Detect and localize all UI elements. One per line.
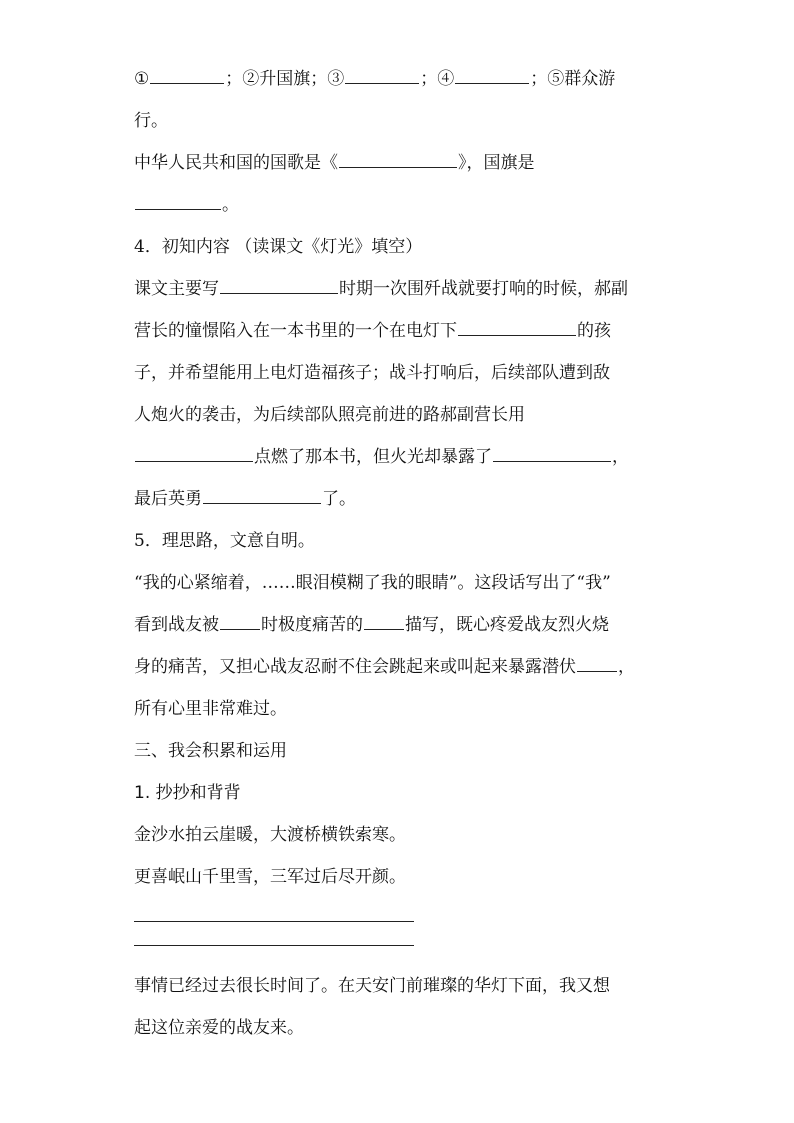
item-5-label: ；⑤群众游 — [530, 69, 616, 89]
text-fragment: 的孩 — [577, 321, 611, 341]
blank-description[interactable] — [364, 615, 404, 630]
blank-period[interactable] — [220, 279, 338, 294]
section-3-heading: 三、我会积累和运用 — [134, 741, 287, 761]
item-5-end: 行。 — [134, 111, 168, 131]
blank-burned[interactable] — [220, 615, 260, 630]
blank-item-1[interactable] — [150, 69, 224, 84]
ceremony-items-line-2 — [134, 100, 674, 142]
blank-ignition[interactable] — [135, 447, 253, 462]
worksheet-page — [134, 58, 674, 1049]
anthem-label: 中华人民共和国的国歌是《 — [134, 153, 338, 173]
blank-ambush[interactable] — [577, 657, 617, 672]
section-4-line-4: 人炮火的袭击，为后续部队照亮前进的路郝副营长用 — [134, 405, 525, 425]
ceremony-items-line-1 — [134, 58, 674, 100]
copy-recite-heading: 1. 抄抄和背背 — [134, 783, 241, 803]
flag-end: 。 — [222, 195, 239, 215]
blank-sacrifice[interactable] — [203, 489, 321, 504]
text-fragment: ， — [612, 447, 629, 467]
text-fragment: 身的痛苦，又担心战友忍耐不住会跳起来或叫起来暴露潜伏 — [134, 657, 576, 677]
blank-exposed[interactable] — [493, 447, 611, 462]
section-5-line-4: 所有心里非常难过。 — [134, 699, 287, 719]
section-5-line-2 — [134, 604, 674, 646]
poem-line-2: 更喜岷山千里雪，三军过后尽开颜。 — [134, 867, 406, 887]
text-fragment: 时极度痛苦的 — [261, 615, 363, 635]
section-5-line-1: “我的心紧缩着，……眼泪模糊了我的眼睛”。这段话写出了“我” — [134, 573, 611, 593]
section-4-line-1 — [134, 268, 674, 310]
item-1-label: ① — [134, 69, 150, 89]
text-fragment: 看到战友被 — [134, 615, 219, 635]
text-fragment: 时期一次围歼战就要打响的时候，郝副 — [339, 279, 628, 299]
blank-item-4[interactable] — [455, 69, 529, 84]
text-fragment: ， — [618, 657, 635, 677]
section-4-line-6 — [134, 478, 674, 520]
flag-line — [134, 184, 674, 226]
flag-label: 》，国旗是 — [458, 153, 535, 173]
section-4-line-2 — [134, 310, 674, 352]
blank-item-3[interactable] — [345, 69, 419, 84]
section-5-line-3 — [134, 646, 674, 688]
text-fragment: 最后英勇 — [134, 489, 202, 509]
item-4-label: ；④ — [420, 69, 455, 89]
closing-line-2: 起这位亲爱的战友来。 — [134, 1018, 304, 1038]
text-fragment: 营长的憧憬陷入在一本书里的一个在电灯下 — [134, 321, 457, 341]
item-2-label: ；②升国旗；③ — [225, 69, 345, 89]
anthem-line — [134, 142, 674, 184]
text-fragment: 了。 — [322, 489, 356, 509]
copy-line-1[interactable] — [134, 921, 414, 922]
poem-line-1: 金沙水拍云崖暖，大渡桥横铁索寒。 — [134, 825, 406, 845]
text-fragment: 课文主要写 — [134, 279, 219, 299]
section-5-heading: 5．理思路，文意自明。 — [134, 531, 315, 551]
blank-child-action[interactable] — [458, 321, 576, 336]
text-fragment: 描写，既心疼爱战友烈火烧 — [405, 615, 609, 635]
section-4-heading: 4．初知内容 （读课文《灯光》填空） — [134, 237, 423, 257]
closing-line-1: 事情已经过去很长时间了。在天安门前璀璨的华灯下面，我又想 — [134, 976, 610, 996]
copy-line-2[interactable] — [134, 945, 414, 946]
section-4-line-3: 子，并希望能用上电灯造福孩子；战斗打响后，后续部队遭到敌 — [134, 363, 610, 383]
blank-flag[interactable] — [135, 195, 221, 210]
text-fragment: 点燃了那本书，但火光却暴露了 — [254, 447, 492, 467]
blank-anthem[interactable] — [339, 153, 457, 168]
section-4-line-5 — [134, 436, 674, 478]
